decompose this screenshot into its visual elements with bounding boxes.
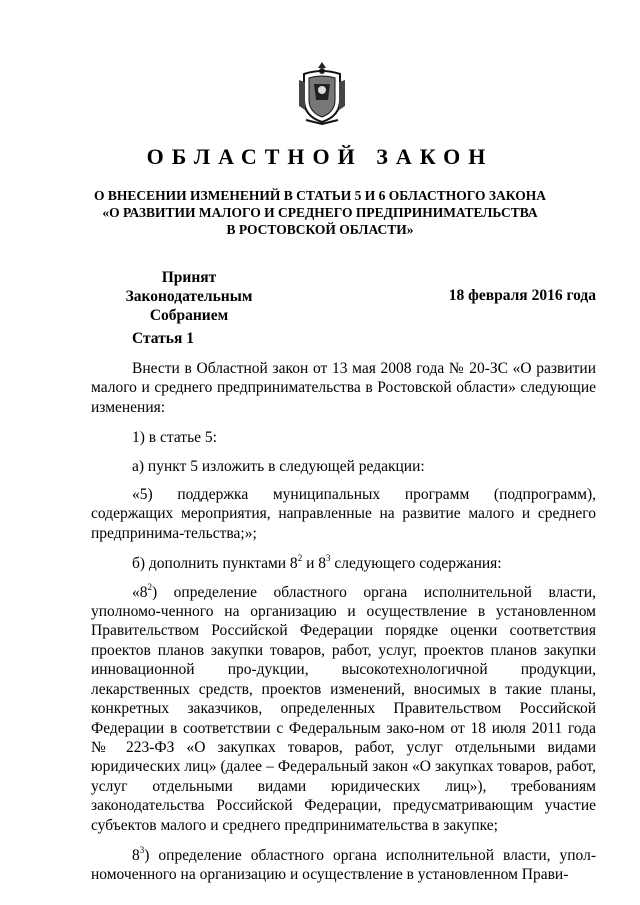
paragraph-point-8-3 [91, 846, 596, 885]
adoption-body: Законодательным Собранием [125, 288, 253, 324]
law-subtitle [60, 187, 580, 238]
paragraph-item-a: а) пункт 5 изложить в следующей редакции: [132, 457, 425, 475]
coat-of-arms-icon [296, 60, 348, 126]
text-run: ) определение областного органа исполнительной власти, упол-номоченного на организацию и осуществление в установленном Прави- [91, 846, 596, 884]
adoption-block [94, 268, 284, 325]
law-title: ОБЛАСТНОЙ ЗАКОН [146, 144, 494, 169]
paragraph-point-5: «5) поддержка муниципальных программ (подпрограмм), содержащих мероприятия, направленные на развитие малого и среднего предпринима-тельства;»; [91, 486, 596, 542]
text-run: ) определение областного органа исполнительной власти, уполномо-ченного на организацию и осуществление в установленном Правительством Российской Федерации порядке оценки соответствия проектов планов закупки товаров, работ, услуг, проектов планов закупки инновационной про-дукции, высокотехнологичной продукции, лекарственных средств, проектов изменений, вносимых в такие планы, конкретных заказчиков, определенных Правительством Российской Федерации в соответствии с Федеральным зако-ном от 18 июля 2011 года № 223-ФЗ «О закупках товаров, работ, услуг отдельными видами юридических лиц» (далее – Федеральный закон «О закупках товаров, работ, услуг отдельными видами юридических лиц»), требованиям законодательства Российской Федерации, предусматривающим участие субъектов малого и среднего предпринимательства в закупке; [91, 583, 596, 834]
paragraph-item-b [91, 554, 596, 573]
paragraph-point-8-2 [91, 583, 596, 835]
text-run: 8 [132, 846, 140, 864]
superscript: 2 [297, 553, 303, 564]
superscript: 2 [147, 581, 152, 592]
paragraph-item-1: 1) в статье 5: [132, 429, 217, 447]
subtitle-line: В РОСТОВСКОЙ ОБЛАСТИ» [226, 222, 414, 237]
adoption-date: 18 февраля 2016 года [448, 287, 596, 304]
text-run: «8 [132, 583, 148, 601]
text-run: следующего содержания: [330, 555, 502, 573]
article-body [91, 359, 596, 896]
text-run: б) дополнить пунктами 8 [132, 555, 298, 573]
superscript: 3 [139, 844, 145, 855]
superscript: 3 [325, 553, 331, 564]
paragraph-intro: Внести в Областной закон от 13 мая 2008 года № 20-ЗС «О развитии малого и среднего предпринимательства в Ростовской области» следующие изменения: [91, 360, 596, 416]
subtitle-line: О ВНЕСЕНИИ ИЗМЕНЕНИЙ В СТАТЬИ 5 И 6 ОБЛАСТНОГО ЗАКОНА [94, 188, 546, 203]
text-run: и 8 [302, 555, 326, 573]
article-heading: Статья 1 [132, 330, 194, 347]
subtitle-line: «О РАЗВИТИИ МАЛОГО И СРЕДНЕГО ПРЕДПРИНИМАТЕЛЬСТВА [102, 205, 538, 220]
adoption-label: Принят [161, 269, 217, 286]
